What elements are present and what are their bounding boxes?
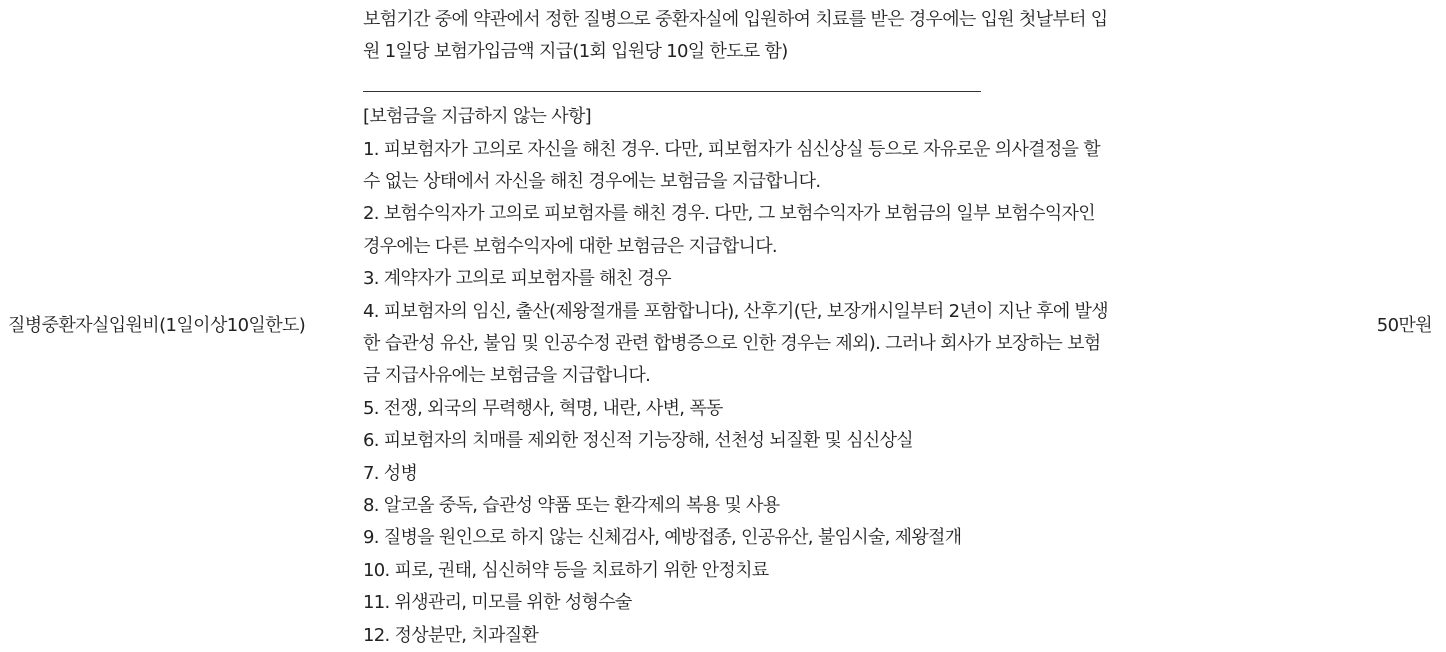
exclusion-line: 금 지급사유에는 보험금을 지급합니다.	[363, 365, 651, 387]
exclusion-line: 8. 알코올 중독, 습관성 약품 또는 환각제의 복용 및 사용	[363, 495, 780, 517]
exclusion-line: 2. 보험수익자가 고의로 피보험자를 해친 경우. 다만, 그 보험수익자가 보험금의 일부 보험수익자인	[363, 203, 1095, 225]
description-line: 원 1일당 보험가입금액 지급(1회 입원당 10일 한도로 함)	[363, 41, 788, 63]
exclusion-line: 5. 전쟁, 외국의 무력행사, 혁명, 내란, 사변, 폭동	[363, 397, 723, 419]
exclusion-title: [보험금을 지급하지 않는 사항]	[363, 106, 591, 128]
exclusion-line: 10. 피로, 권태, 심신허약 등을 치료하기 위한 안정치료	[363, 559, 769, 581]
exclusion-line: 경우에는 다른 보험수익자에 대한 보험금은 지급합니다.	[363, 235, 777, 257]
exclusion-line: 9. 질병을 원인으로 하지 않는 신체검사, 예방접종, 인공유산, 불임시술, 제왕절개	[363, 527, 962, 549]
exclusion-line: 수 없는 상태에서 자신을 해친 경우에는 보험금을 지급합니다.	[363, 171, 821, 193]
exclusion-line: 7. 성병	[363, 462, 418, 484]
description-line: 보험기간 중에 약관에서 정한 질병으로 중환자실에 입원하여 치료를 받은 경우에는 입원 첫날부터 입	[363, 9, 1108, 30]
exclusion-line: 1. 피보험자가 고의로 자신을 해친 경우. 다만, 피보험자가 심신상실 등으로 자유로운 의사결정을 할	[363, 138, 1100, 160]
coverage-detail-cell	[363, 4, 1183, 652]
divider-rule	[363, 91, 981, 92]
coverage-name-cell: 질병중환자실입원비(1일이상10일한도)	[8, 315, 306, 336]
coverage-amount-cell: 50만원	[1376, 315, 1432, 336]
exclusion-line: 한 습관성 유산, 불임 및 인공수정 관련 합병증으로 인한 경우는 제외). 그러나 회사가 보장하는 보험	[363, 333, 1101, 355]
exclusion-line: 3. 계약자가 고의로 피보험자를 해친 경우	[363, 268, 671, 290]
exclusion-line: 12. 정상분만, 치과질환	[363, 624, 539, 646]
exclusion-line: 4. 피보험자의 임신, 출산(제왕절개를 포함합니다), 산후기(단, 보장개시일부터 2년이 지난 후에 발생	[363, 300, 1108, 322]
section-divider	[363, 69, 1183, 101]
exclusion-line: 11. 위생관리, 미모를 위한 성형수술	[363, 592, 632, 614]
exclusion-line: 6. 피보험자의 치매를 제외한 정신적 기능장해, 선천성 뇌질환 및 심신상실	[363, 430, 913, 452]
